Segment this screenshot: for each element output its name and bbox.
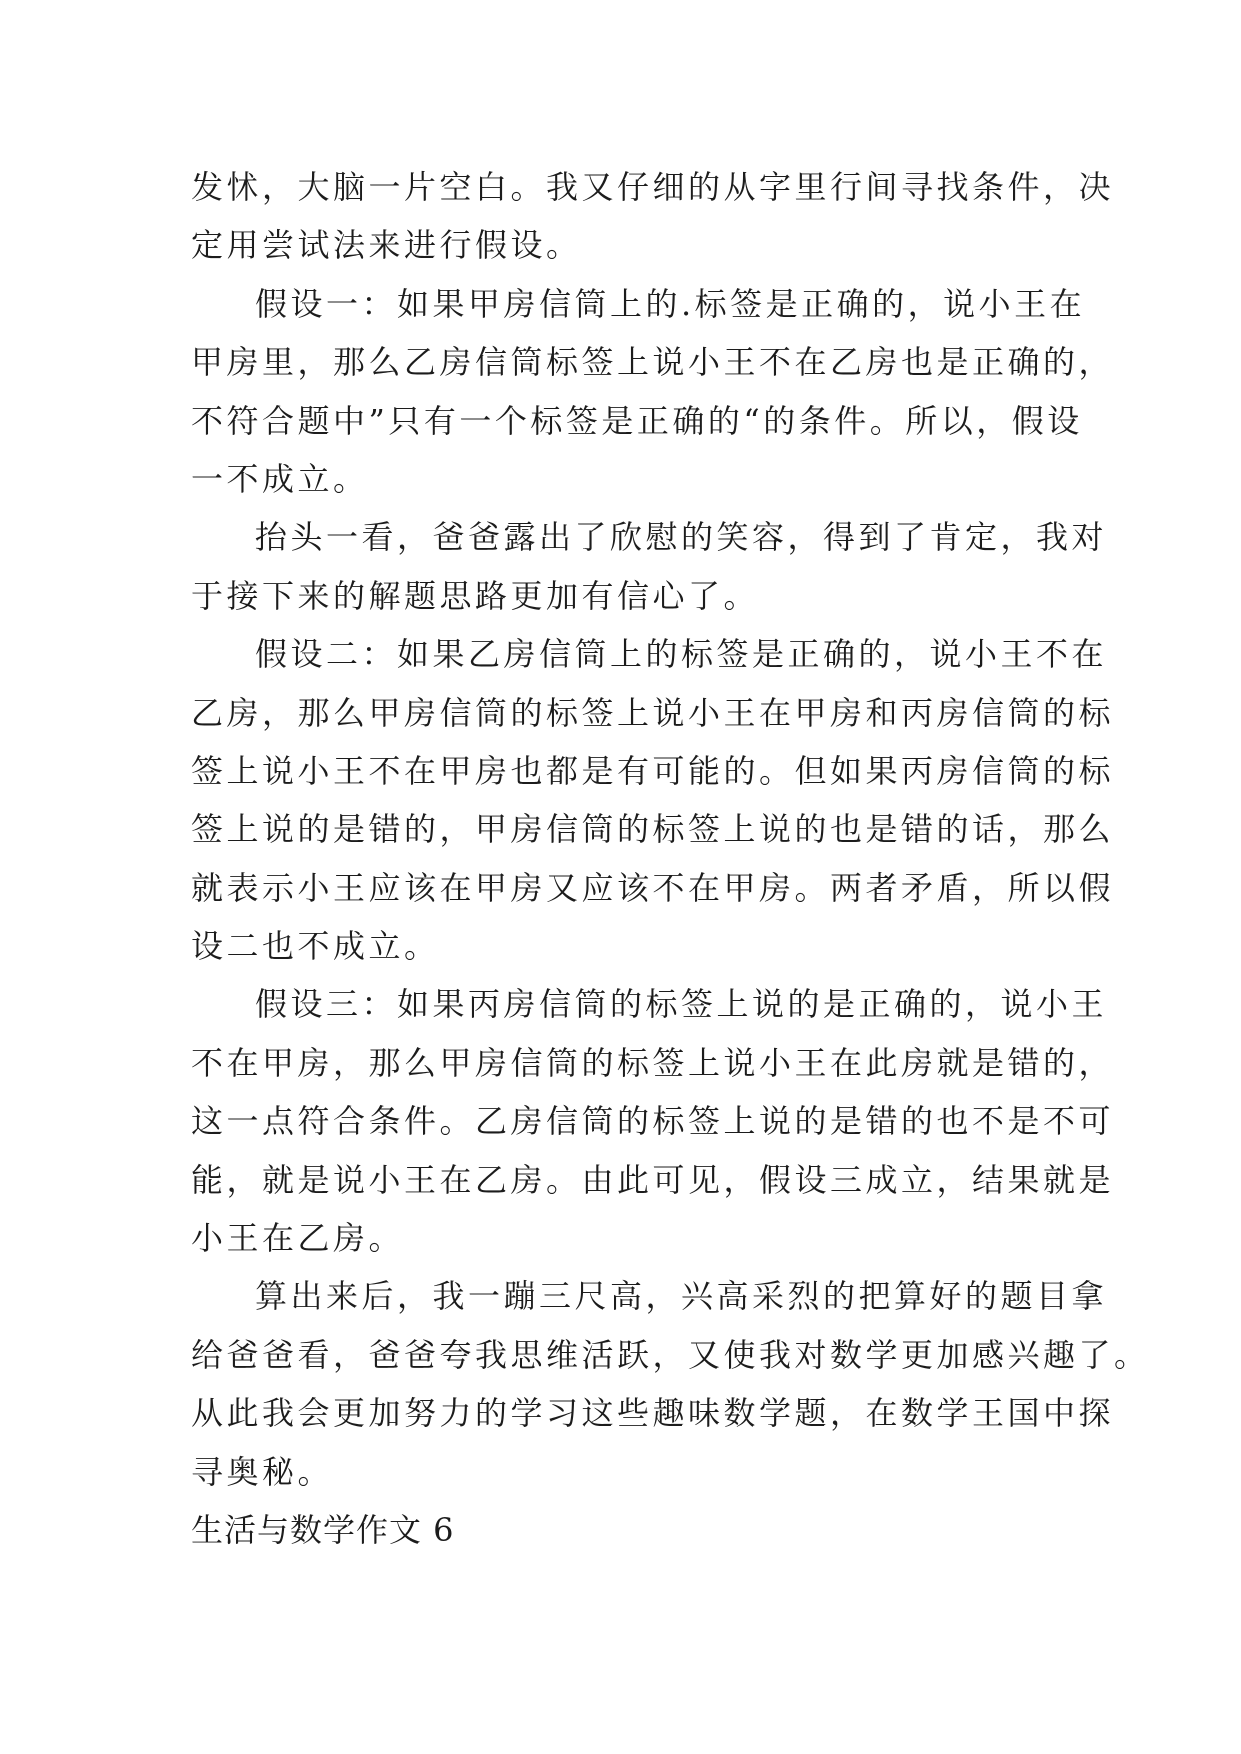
text-line: 不在甲房，那么甲房信筒的标签上说小王在此房就是错的， [191,1043,1115,1082]
text-line: 签上说的是错的，甲房信筒的标签上说的也是错的话，那么 [191,810,1115,849]
text-line: 抬头一看，爸爸露出了欣慰的笑容，得到了肯定，我对 [255,518,1108,557]
text-line: 假设二：如果乙房信筒上的标签是正确的，说小王不在 [255,635,1108,674]
text-line: 乙房，那么甲房信筒的标签上说小王在甲房和丙房信筒的标 [191,693,1115,732]
text-line: 这一点符合条件。乙房信筒的标签上说的是错的也不是不可 [191,1102,1115,1141]
text-line: 算出来后，我一蹦三尺高，兴高采烈的把算好的题目拿 [255,1277,1108,1316]
text-line: 不符合题中”只有一个标签是正确的“的条件。所以，假设 [191,401,1083,440]
text-line: 设二也不成立。 [191,927,440,966]
text-line: 一不成立。 [191,459,369,498]
text-line: 假设三：如果丙房信筒的标签上说的是正确的，说小王 [255,985,1108,1024]
text-line: 从此我会更加努力的学习这些趣味数学题，在数学王国中探 [191,1394,1115,1433]
document-body [191,158,1150,1559]
text-line: 发怵，大脑一片空白。我又仔细的从字里行间寻找条件，决 [191,168,1115,206]
text-line: 签上说小王不在甲房也都是有可能的。但如果丙房信筒的标 [191,751,1115,790]
text-line: 假设一：如果甲房信筒上的.标签是正确的，说小王在 [255,284,1086,323]
section-heading: 生活与数学作文 6 [191,1510,455,1549]
text-line: 定用尝试法来进行假设。 [191,226,582,265]
text-line: 寻奥秘。 [191,1452,334,1491]
text-line: 于接下来的解题思路更加有信心了。 [191,576,760,615]
text-line: 就表示小王应该在甲房又应该不在甲房。两者矛盾，所以假 [191,868,1115,907]
text-line: 小王在乙房。 [191,1219,405,1258]
text-line: 给爸爸看，爸爸夸我思维活跃，又使我对数学更加感兴趣了。 [191,1335,1150,1374]
text-line: 甲房里，那么乙房信筒标签上说小王不在乙房也是正确的， [191,343,1115,382]
text-line: 能，就是说小王在乙房。由此可见，假设三成立，结果就是 [191,1160,1115,1199]
